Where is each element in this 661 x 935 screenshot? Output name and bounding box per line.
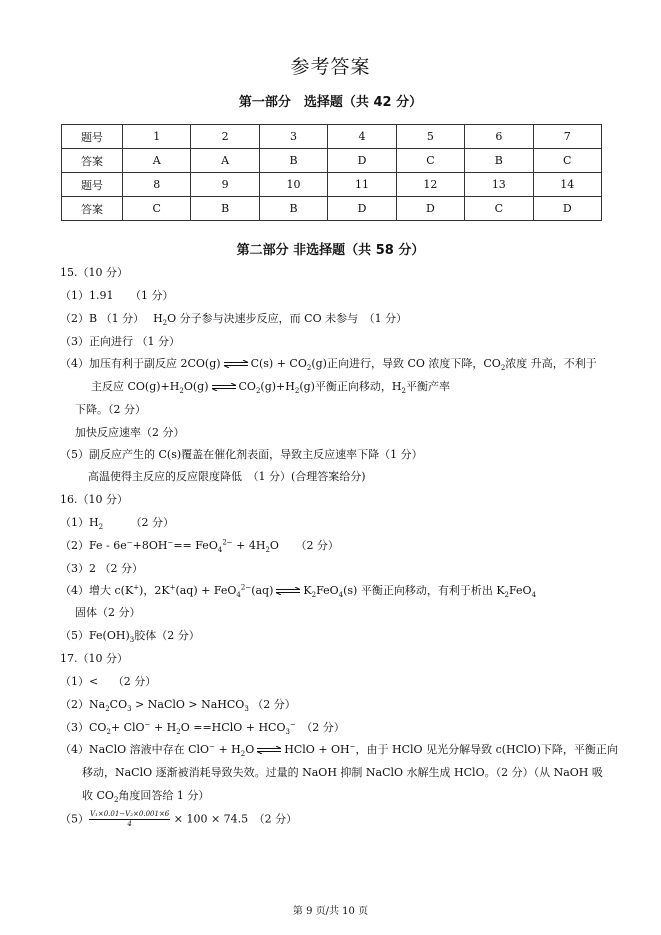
table-cell: C [396,149,464,173]
table-cell: D [533,197,601,221]
equilibrium-arrow-icon [211,383,237,391]
table-cell: 6 [465,125,533,149]
table-cell: 9 [191,173,259,197]
q16-answer-2: $(2)Fe - 6e^-+8OH^-== FeO_4^{2-} + 4H_2O$ （2 分） [60,538,339,555]
table-cell: 答案 [62,197,123,221]
q16-answer-4: （4）增大 c(K+)，2K+(aq) + FeO$_4^{2-}$(aq) $K_2FeO_4(s)$ 平衡正向移动，有利于析出 $K_2FeO_4$ [60,583,537,600]
table-cell: C [465,197,533,221]
table-cell: B [465,149,533,173]
table-row [62,149,602,173]
fraction: $\frac{\text{V₁×0.01−V₂×0.001×6}}{4}$ [90,810,170,828]
q15-answer-5-cont: 高温使得主反应的反应限度降低 （1 分）(合理答案给分) [88,470,366,483]
q17-heading: 17.（10 分） [60,652,128,665]
q15-answer-1: （1）1.91 （1 分） [60,289,174,302]
q15-answer-4: （4）加压有利于副反应 2CO(g) $C(s) + CO_2(g)$正向进行，导致 CO 浓度下降，$CO_2$浓度 升高，不利于 [60,357,597,373]
table-cell: 题号 [62,125,123,149]
table-row [62,125,602,149]
equilibrium-arrow-icon [223,360,249,368]
q16-answer-5: $(5)Fe(OH)_3$胶体（2 分） [60,629,200,645]
table-cell: A [123,149,191,173]
q16-heading: 16.（10 分） [60,493,128,506]
q17-answer-4: （4）NaClO 溶液中存在 $ClO^- + H_2O$ HClO + OH−，由于 HClO 见光分解导致 c(HClO)下降，平衡正向 [60,742,618,759]
table-cell: B [259,149,327,173]
table-cell: 10 [259,173,327,197]
table-cell: 13 [465,173,533,197]
table-cell: 11 [328,173,396,197]
q17-answer-5: （5） $\frac{\text{V₁×0.01−V₂×0.001×6}}{4}$ × 100 × 74.5 （2 分） [60,810,298,828]
table-cell: D [328,197,396,221]
table-cell: 4 [328,125,396,149]
table-row [62,173,602,197]
part2-heading: 第二部分 非选择题（共 58 分） [236,243,425,258]
table-cell: 题号 [62,173,123,197]
table-cell: C [533,149,601,173]
table-cell: B [191,197,259,221]
q17-answer-2: $(2)Na_2CO_3$ > NaClO > NaHCO$_3$ （2 分） [60,698,296,714]
table-row [62,197,602,221]
equilibrium-arrow-icon [275,587,301,595]
q17-answer-1: （1）< （2 分） [60,675,157,688]
equilibrium-arrow-icon [256,746,282,754]
q17-answer-4-end: 收 $CO_2$角度回答给 1 分） [82,789,210,805]
q15-heading: 15.（10 分） [60,266,128,279]
q15-answer-2: （2）B （1 分） $H_2O$ 分子参与决速步反应，而 CO 未参与 （1 分） [60,312,408,328]
table-cell: 14 [533,173,601,197]
answer-table [61,124,602,221]
table-cell: C [123,197,191,221]
table-cell: 答案 [62,149,123,173]
table-cell: 12 [396,173,464,197]
page-footer: 第 9 页/共 10 页 [292,906,369,917]
table-cell: 2 [191,125,259,149]
table-cell: 5 [396,125,464,149]
part1-heading: 第一部分 选择题（共 42 分） [238,95,423,110]
table-cell: 1 [123,125,191,149]
q16-answer-3: （3）2 （2 分） [60,562,143,575]
q15-answer-4-extra: 加快反应速率（2 分） [75,426,185,439]
table-cell: D [396,197,464,221]
q15-answer-4-cont: 主反应 $CO(g)+H_2O(g)$ $CO_2(g)+H_2(g)$平衡正向移动，$H_2$平衡产率 [91,380,450,396]
q15-answer-3: （3）正向进行 （1 分） [60,335,180,348]
q17-answer-3: $(3)CO_2+ ClO^- + H_2O$ ==HClO + $HCO_3^-$ （2 分） [60,720,345,737]
table-cell: D [328,149,396,173]
q15-answer-4-end: 下降。（2 分） [75,403,146,416]
table-cell: A [191,149,259,173]
q15-answer-5: （5）副反应产生的 C(s)覆盖在催化剂表面，导致主反应速率下降（1 分） [60,448,423,461]
q16-answer-4-cont: 固体（2 分） [75,606,141,619]
page-title: 参考答案 [290,56,371,78]
q16-answer-1: $(1)H_2$ （2 分） [60,516,175,532]
table-cell: 7 [533,125,601,149]
table-cell: 3 [259,125,327,149]
table-cell: B [259,197,327,221]
table-cell: 8 [123,173,191,197]
q17-answer-4-cont: 移动，NaClO 逐渐被消耗导致失效。过量的 NaOH 抑制 NaClO 水解生成 HClO。（2 分）（从 NaOH 吸 [82,766,603,779]
